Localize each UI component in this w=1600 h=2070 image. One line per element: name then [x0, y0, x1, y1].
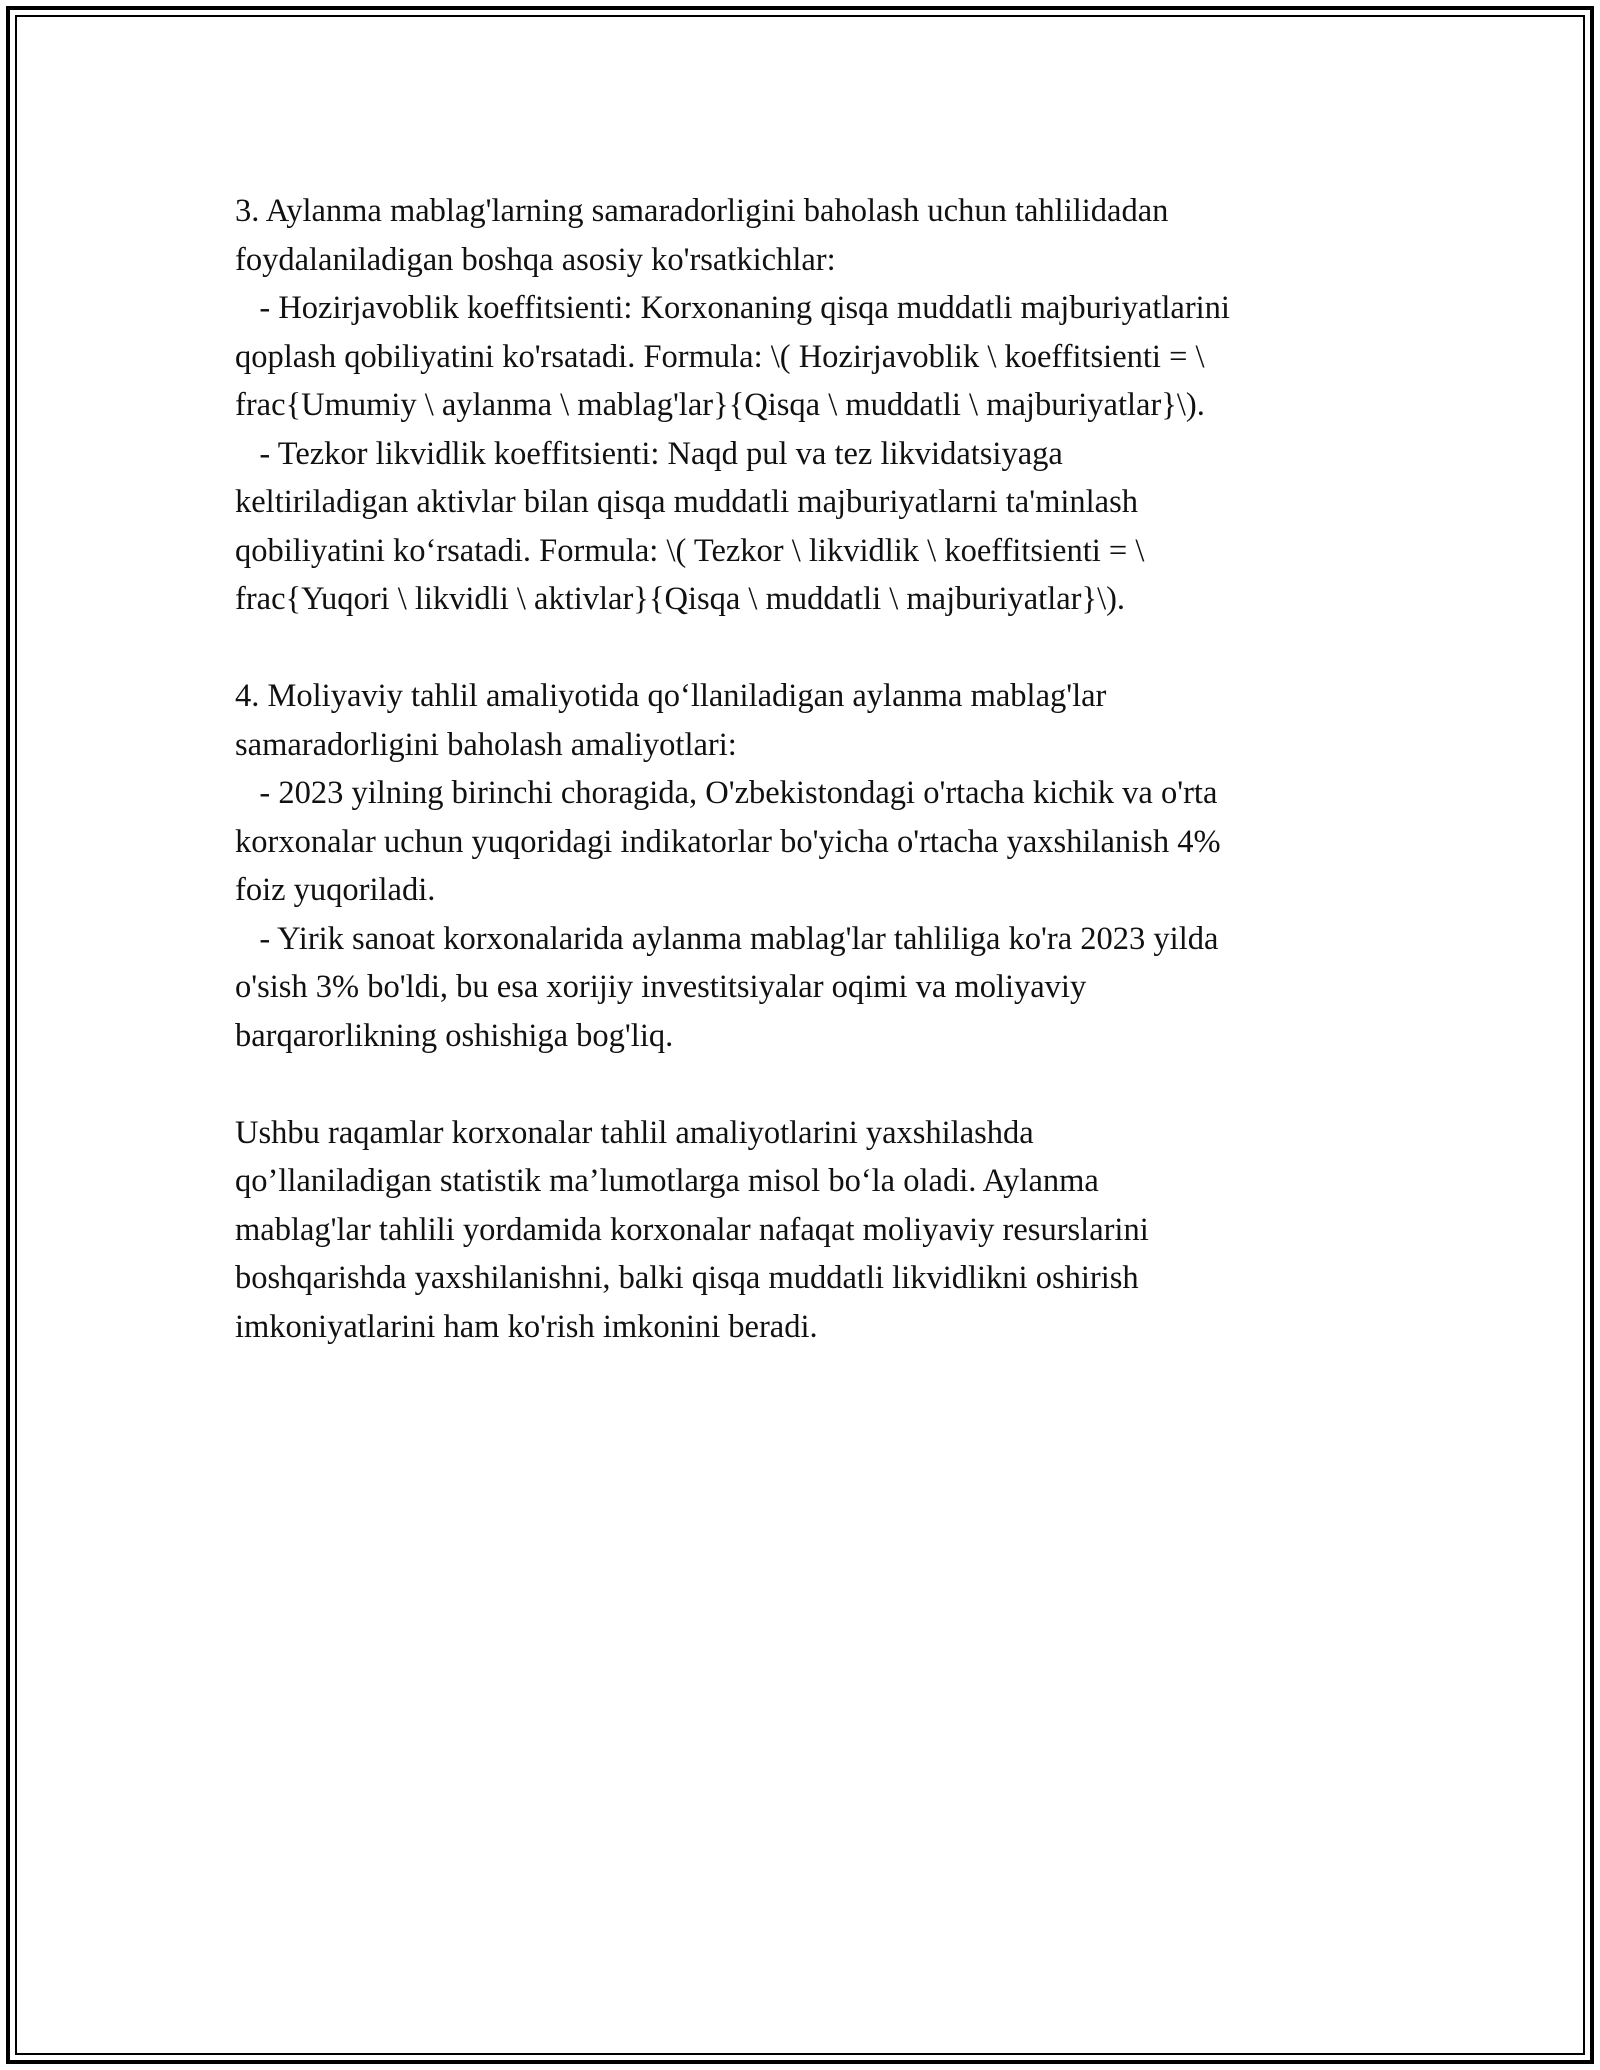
text-line: korxonalar uchun yuqoridagi indikatorlar bo'yicha o'rtacha yaxshilanish 4% — [235, 823, 1221, 860]
text-line: boshqarishda yaxshilanishni, balki qisqa muddatli likvidlikni oshirish — [235, 1260, 1139, 1296]
section-4-heading — [235, 672, 1365, 769]
document-body — [235, 187, 1365, 1351]
text-line: qo’llaniladigan statistik ma’lumotlarga misol bo‘la oladi. Aylanma — [235, 1163, 1099, 1199]
text-line: foydalaniladigan boshqa asosiy ko'rsatkichlar: — [235, 241, 836, 278]
text-line: Ushbu raqamlar korxonalar tahlil amaliyotlarini yaxshilashda — [235, 1114, 1034, 1151]
text-line: qoplash qobiliyatini ko'rsatadi. Formula: \( Hozirjavoblik \ koeffitsienti = \ — [235, 338, 1205, 375]
text-line: o'sish 3% bo'ldi, bu esa xorijiy investitsiyalar oqimi va moliyaviy — [235, 969, 1087, 1005]
text-line: barqarorlikning oshishiga bog'liq. — [235, 1017, 674, 1054]
text-line: imkoniyatlarini ham ko'rish imkonini beradi. — [235, 1308, 818, 1345]
text-line: frac{Umumiy \ aylanma \ mablag'lar}{Qisqa \ muddatli \ majburiyatlar}\). — [235, 387, 1205, 423]
section-3 — [235, 187, 1365, 624]
text-line: frac{Yuqori \ likvidli \ aktivlar}{Qisqa \ muddatli \ majburiyatlar}\). — [235, 581, 1126, 617]
section-3-bullet-tezkor-likvidlik — [235, 430, 1365, 624]
text-line: 3. Aylanma mablag'larning samaradorligini baholash uchun tahlilidadan — [235, 193, 1169, 229]
section-4-bullet-industrial — [235, 915, 1365, 1061]
conclusion-paragraph — [235, 1109, 1365, 1352]
section-4-bullet-2023-smb — [235, 769, 1365, 915]
section-3-heading — [235, 187, 1365, 284]
text-line: - Hozirjavoblik koeffitsienti: Korxonaning qisqa muddatli majburiyatlarini — [235, 290, 1230, 326]
text-line: 4. Moliyaviy tahlil amaliyotida qo‘llaniladigan aylanma mablag'lar — [235, 678, 1107, 714]
paragraph-spacer — [235, 1060, 1365, 1109]
section-3-bullet-hozirjavoblik — [235, 284, 1365, 430]
text-line: - Tezkor likvidlik koeffitsienti: Naqd pul va tez likvidatsiyaga — [235, 435, 1063, 472]
text-line: foiz yuqoriladi. — [235, 872, 436, 908]
paragraph-spacer — [235, 624, 1365, 673]
text-line: - 2023 yilning birinchi choragida, O'zbekistondagi o'rtacha kichik va o'rta — [235, 775, 1218, 811]
text-line: samaradorligini baholash amaliyotlari: — [235, 726, 737, 763]
text-line: qobiliyatini ko‘rsatadi. Formula: \( Tezkor \ likvidlik \ koeffitsienti = \ — [235, 532, 1145, 569]
text-line: keltiriladigan aktivlar bilan qisqa muddatli majburiyatlarni ta'minlash — [235, 484, 1138, 520]
section-4 — [235, 672, 1365, 1060]
text-line: - Yirik sanoat korxonalarida aylanma mablag'lar tahliliga ko'ra 2023 yilda — [235, 920, 1219, 957]
text-line: mablag'lar tahlili yordamida korxonalar nafaqat moliyaviy resurslarini — [235, 1211, 1149, 1248]
